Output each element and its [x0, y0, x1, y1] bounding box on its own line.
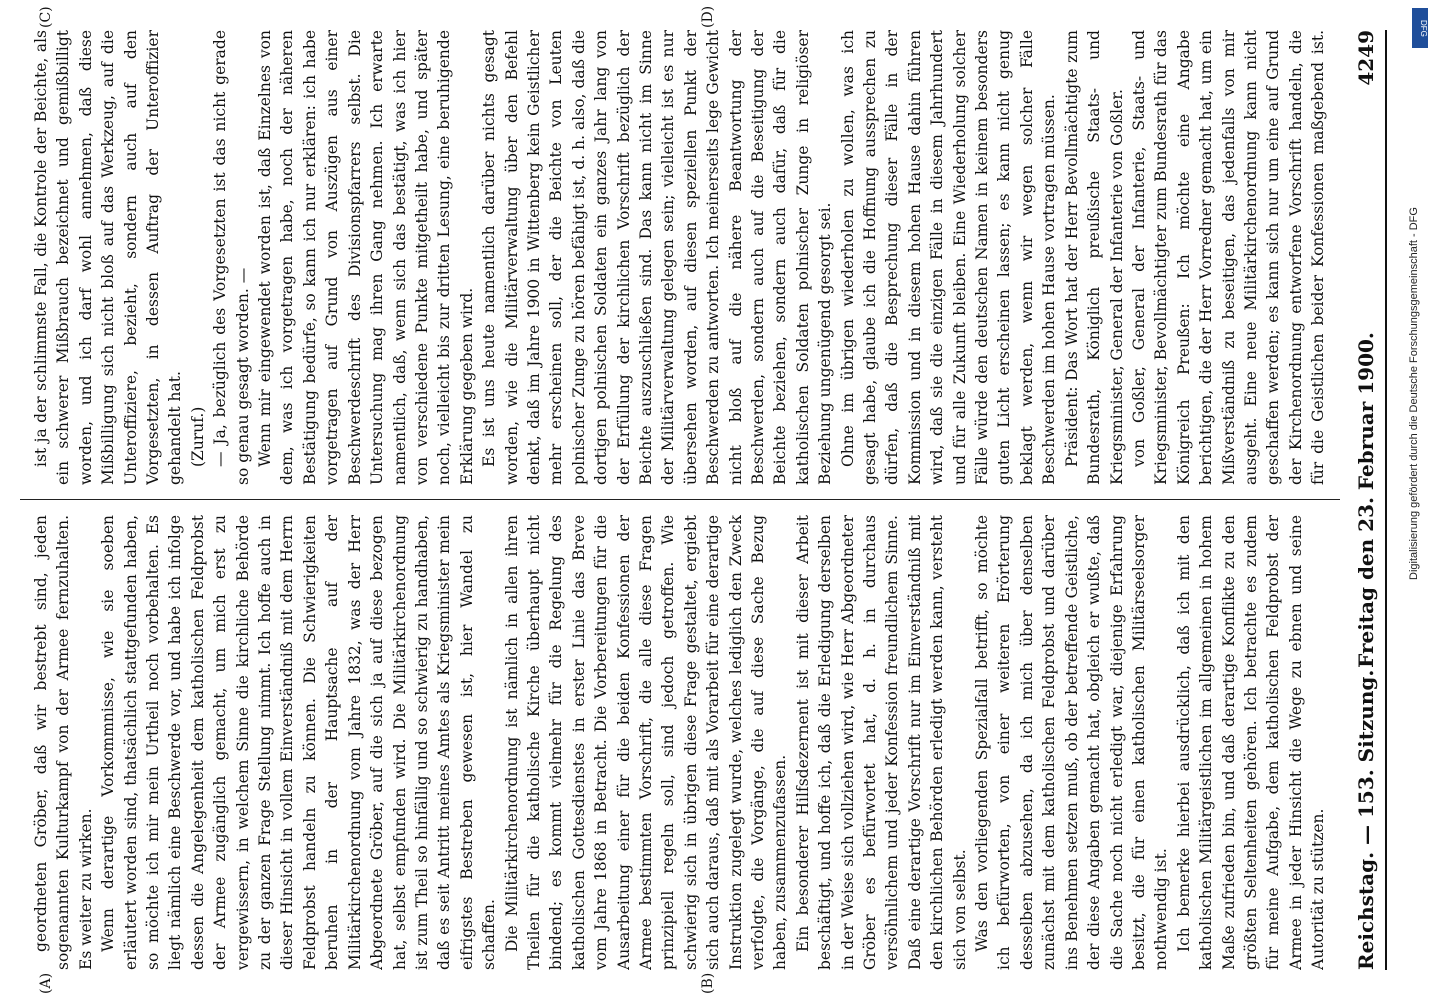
right-column: [30, 30, 1330, 485]
right-paragraph: Es ist uns heute namentlich darüber nichts gesagt worden, wie die Militärverwaltung über den Befehl denkt, daß im Jahre 1900 in Wittenberg kein Geistlicher mehr erscheinen soll, der die Beichte von Leuten polnischer Zunge zu hören befähigt ist, d. h. also, daß die dortigen polnischen Soldaten ein ganzes Jahr lang von der Erfüllung der kirchlichen Vorschrift bezüglich der Beichte auszuschließen sind. Das kann nicht im Sinne der Militärverwaltung gelegen sein; vielleicht ist es nur übersehen worden, auf diesen speziellen Punkt der Beschwerden zu antworten. Ich meinerseits lege Gewicht nicht bloß auf die nähere Beantwortung der Beschwerden, sondern auch auf die Beseitigung der Beichte beziehen, sondern auch dafür, daß für die katholischen Soldaten polnischer Zunge in religiöser Beziehung ungenügend gesorgt sei.: [480, 30, 835, 485]
right-paragraph: ist ja der schlimmste Fall, die Kontrole der Beichte, als ein schwerer Mißbrauch bezeichnet und gemißbilligt worden, und ich darf wohl annehmen, daß diese Mißbilligung sich nicht bloß auf das Werkzeug, auf die Unteroffiziere, bezieht, sondern auch auf den Vorgesetzten, in dessen Auftrag der Unteroffizier gehandelt hat.: [32, 30, 185, 485]
left-column: [30, 515, 1330, 970]
margin-marker-c: (C): [38, 6, 54, 28]
page-number: 4249: [1354, 30, 1378, 86]
left-paragraph: Ich bemerke hierbei ausdrücklich, daß ich mit den katholischen Militärgeistlichen im allgemeinen in hohem Maße zufrieden bin, und daß derartige Konflikte zu den größten Seltenheiten gehören. Ich betrachte es zudem für meine Aufgabe, dem katholischen Feldprobst der Armee in jeder Hinsicht die Wege zu ebnen und seine Autorität zu stützen.: [1174, 515, 1328, 970]
header-left: Reichstag. — 153. Sitzung.: [1354, 669, 1378, 970]
right-paragraph: von Goßler, General der Infanterie, Staats- und Kriegsminister, Bevollmächtigter zum Bundesrath für das Königreich Preußen: Ich möchte eine Angabe berichtigen, die der Herr Vorredner gemacht hat, um ein Mißverständniß zu beseitigen, das jedenfalls von mir ausgeht. Eine neue Militärkirchenordnung kann nicht geschaffen werden; es kann sich nur um eine auf Grund der Kirchenordnung entworfene Vorschrift handeln, die für die Geistlichen beider Konfessionen maßgebend ist.: [1129, 30, 1328, 485]
header-center: Freitag den 23. Februar 1900.: [1354, 332, 1378, 668]
left-paragraph: Die Militärkirchenordnung ist nämlich in allen ihren Theilen für die katholische Kirche überhaupt nicht bindend; es kommt vielmehr für die Regelung des katholischen Gottesdienstes in erster Linie das Breve vom Jahre 1868 in Betracht. Die Vorbereitungen für die Ausarbeitung einer für die beiden Konfessionen der Armee bestimmten Vorschrift, die alle diese Fragen prinzipiell regeln soll, sind jedoch getroffen. Wie schwierig sich in übrigen diese Frage gestaltet, ergiebt sich auch daraus, daß mit als Vorarbeit für eine derartige Instruktion zugelegt wurde, welches lediglich den Zweck verfolgte, die Vorgänge, die auf diese Sache Bezug haben, zusammenzufassen.: [502, 515, 790, 970]
margin-marker-b: (B): [700, 972, 716, 994]
margin-marker-a: (A): [38, 972, 54, 994]
header-rule: [1385, 30, 1387, 970]
left-paragraph: Wenn derartige Vorkommnisse, wie sie soeben erläutert worden sind, thatsächlich stattgefunden haben, so möchte ich mir mein Urtheil noch vorbehalten. Es liegt nämlich eine Beschwerde vor, und habe ich infolge dessen die Angelegenheit dem katholischen Feldprobst der Armee zugänglich gemacht, um mich erst zu vergewissern, in welchem Sinne die kirchliche Behörde zu der ganzen Frage Stellung nimmt. Ich hoffe auch in dieser Hinsicht in vollem Einverständniß mit dem Herrn Feldprobst handeln zu können. Die Schwierigkeiten beruhen in der Hauptsache auf der Militärkirchenordnung vom Jahre 1832, was der Herr Abgeordnete Gröber, auf die sich ja auf diese bezogen hat, selbst empfunden wird. Die Militärkirchenordnung ist zum Theil so hinfällig und so schwierig zu handhaben, daß es seit Antritt meines Amtes als Kriegsminister mein eifrigstes Bestreben gewesen ist, hier Wandel zu schaffen.: [99, 515, 499, 970]
page-header: [1348, 30, 1388, 970]
left-paragraph: Was den vorliegenden Spezialfall betrifft, so möchte ich befürworten, von einer weiteren Erörterung desselben abzusehen, da ich mich über denselben zunächst mit dem katholischen Feldprobst und darüber ins Benehmen setzen muß, ob der betreffende Geistliche, der diese Angaben gemacht hat, obgleich er wußte, daß die Sache noch nicht erledigt war, diejenige Erfahrung besitzt, die für einen katholischen Militärseelsorger nothwendig ist.: [973, 515, 1171, 970]
digitization-text: Digitalisierung gefördert durch die Deutsche Forschungsgemeinschaft - DFG: [1408, 207, 1420, 580]
digitization-stamp: [1408, 0, 1430, 1000]
right-paragraph: (Zuruf.): [188, 406, 207, 467]
left-paragraph: geordneten Gröber, daß wir bestrebt sind, jeden sogenannten Kulturkampf von der Armee fernzuhalten. Es weiter zu wirken.: [32, 515, 95, 970]
right-paragraph: Wenn mir eingewendet worden ist, daß Einzelnes von dem, was ich vorgetragen habe, noch der näheren Bestätigung bedürfe, so kann ich nur erklären: ich habe vorgetragen auf Grund von Auszügen aus einer Beschwerdeschrift des Divisionspfarrers selbst. Die Untersuchung mag ihren Gang nehmen. Ich erwarte namentlich, daß, wenn sich das bestätigt, was ich hier von verschiedene Punkte mitgetheilt habe, und später noch, vielleicht bis zur dritten Lesung, eine beruhigende Erklärung gegeben wird.: [256, 30, 476, 485]
right-paragraph: Präsident: Das Wort hat der Herr Bevollmächtigte zum Bundesrath, Königlich preußische Staats- und Kriegsminister, General der Infanterie von Goßler.: [1062, 30, 1126, 485]
column-divider: [20, 499, 1340, 500]
left-paragraph: Ein besonderer Hilfsdezernent ist mit dieser Arbeit beschäftigt, und hoffe ich, daß die Erledigung derselben in der Weise sich vollziehen wird, wie Herr Abgeordneter Gröber es befürwortet hat, d. h. in durchaus versöhnlichem und jeder Konfession freundlichem Sinne. Daß eine derartige Vorschrift nur im Einverständniß mit den kirchlichen Behörden erledigt werden kann, versteht sich von selbst.: [793, 515, 969, 970]
right-paragraph: — Ja, bezüglich des Vorgesetzten ist das nicht gerade so genau gesagt worden. —: [211, 30, 252, 485]
right-paragraph: Ohne im übrigen wiederholen zu wollen, was ich gesagt habe, glaube ich die Hoffnung aussprechen zu dürfen, daß die Besprechung dieser Fälle in der Kommission und in diesem hohen Hause dahin führen wird, daß sie die einzigen Fälle in diesem Jahrhundert und für alle Zukunft bleiben. Eine Wiederholung solcher Fälle würde den deutschen Namen in keinem besonders guten Licht erscheinen lassen; es kann nicht genug beklagt werden, wenn wir wegen solcher Fälle Beschwerden im hohen Hause vortragen müssen.: [838, 30, 1059, 485]
dfg-logo: DFG: [1412, 8, 1428, 48]
margin-marker-d: (D): [700, 5, 716, 28]
